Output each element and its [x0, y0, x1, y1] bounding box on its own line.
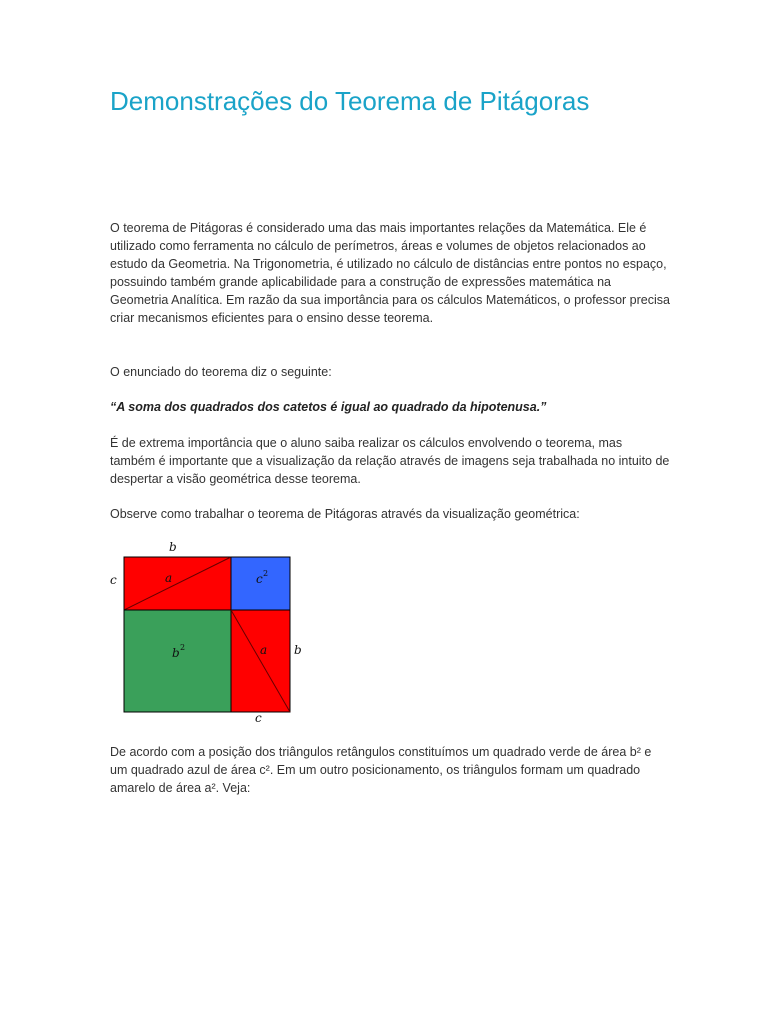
page-title: Demonstrações do Teorema de Pitágoras [110, 86, 590, 116]
label-c2: c [256, 572, 263, 586]
label-b2: b [172, 646, 180, 660]
label-c-left: c [110, 573, 117, 587]
label-c2-exponent: 2 [263, 569, 269, 578]
conclusion-paragraph: De acordo com a posição dos triângulos retângulos constituímos um quadrado verde de área b² e um quadrado azul de área c². Em um outro posicionamento, os triângulos formam um quadrado amarelo de área a². Veja: [110, 745, 652, 795]
statement-intro: O enunciado do teorema diz o seguinte: [110, 365, 332, 379]
pythagoras-figure [105, 536, 305, 726]
importance-paragraph: É de extrema importância que o aluno saiba realizar os cálculos envolvendo o teorema, mas também é importante que a visualização da relação através de imagens seja trabalhada no intuito de despertar a visão geométrica desse teorema. [110, 436, 670, 486]
intro-paragraph: O teorema de Pitágoras é considerado uma das mais importantes relações da Matemática. Ele é utilizado como ferramenta no cálculo de perímetros, áreas e volumes de objetos relacionados ao estudo da Geometria. Na Trigonometria, é utilizado no cálculo de distâncias entre pontos no espaço, possuindo também grande aplicabilidade para a construção de expressões matemática na Geometria Analítica. Em razão da sua importância para os cálculos Matemáticos, o professor precisa criar mecanismos eficientes para o ensino desse teorema. [110, 221, 670, 325]
label-a-right: a [260, 643, 268, 657]
label-b2-exponent: 2 [180, 643, 186, 652]
label-c-bottom: c [255, 711, 262, 725]
label-a-top: a [165, 571, 173, 585]
pythagoras-diagram [105, 536, 305, 726]
observe-paragraph: Observe como trabalhar o teorema de Pitágoras através da visualização geométrica: [110, 507, 580, 521]
theorem-quote: “A soma dos quadrados dos catetos é igual ao quadrado da hipotenusa.” [110, 400, 547, 414]
label-b-top: b [169, 540, 177, 554]
green-square-b2 [124, 610, 231, 712]
label-b-right: b [294, 643, 302, 657]
